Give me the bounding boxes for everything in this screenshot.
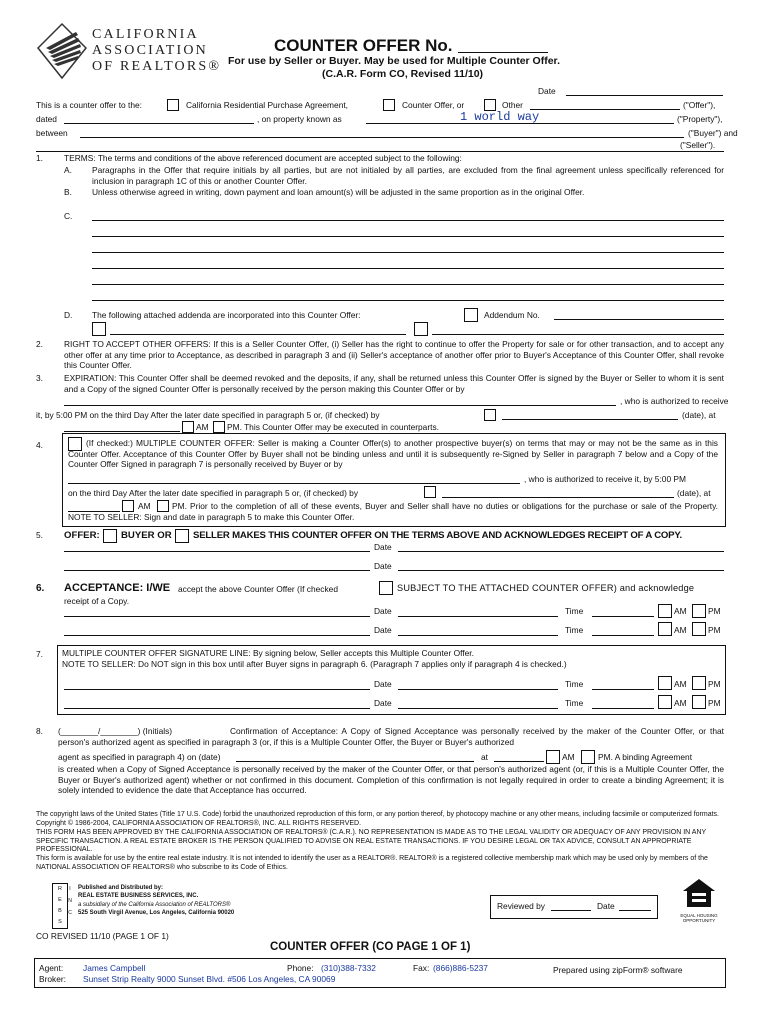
- property-label-text: , on property known as: [257, 114, 342, 124]
- checkbox-s3-am[interactable]: [182, 421, 194, 433]
- s3-am: AM: [196, 422, 209, 432]
- approval-notice: THIS FORM HAS BEEN APPROVED BY THE CALIFORNIA ASSOCIATION OF REALTORS® (C.A.R.). NO REPRESENTATION IS MADE AS TO THE LEGAL VALIDITY OR ADEQUACY OF ANY PROVISION IN ANY SPECIFIC TRANSACTION. A REAL ESTATE BROKER IS THE PERSON QUALIFIED TO ADVISE ON REAL ESTATE TRANSACTIONS. IF YOU DESIRE LEGAL OR TAX ADVICE, CONSULT AN APPROPRIATE PROFESSIONAL.: [36, 829, 707, 853]
- rebs-letter: R: [58, 886, 62, 892]
- checkbox-rpa[interactable]: [167, 99, 179, 111]
- s5-date-field-1[interactable]: [398, 551, 724, 552]
- publisher-line: a subsidiary of the California Association of REALTORS®: [78, 901, 231, 908]
- s8-am: AM: [562, 752, 575, 762]
- s5-date-label-1: Date: [374, 542, 392, 552]
- s4-date-at: (date), at: [677, 488, 711, 498]
- checkbox-s6-pm-1[interactable]: [692, 604, 706, 618]
- form-id: (C.A.R. Form CO, Revised 11/10): [322, 68, 484, 80]
- s7-time-label-2: Time: [565, 698, 584, 708]
- s7-date-field-2[interactable]: [398, 708, 558, 709]
- s8-at: at: [481, 752, 488, 762]
- s7-time-label-1: Time: [565, 679, 584, 689]
- checkbox-addenda-1[interactable]: [92, 322, 106, 336]
- s4-am: AM: [138, 501, 151, 511]
- checkbox-s6-am-1[interactable]: [658, 604, 672, 618]
- checkbox-addendum[interactable]: [464, 308, 478, 322]
- s5-offer: OFFER:: [64, 530, 100, 541]
- addenda-field-2[interactable]: [432, 334, 724, 335]
- s6-text2: SUBJECT TO THE ATTACHED COUNTER OFFER) and acknowledge: [397, 583, 695, 593]
- s5-buyer-or: BUYER OR: [121, 530, 172, 541]
- s7-date-label-1: Date: [374, 679, 392, 689]
- s6-date-field-1[interactable]: [398, 616, 558, 617]
- org-name-line1: CALIFORNIA: [92, 27, 199, 42]
- s1a-text: Paragraphs in the Offer that require initials by all parties, but are not initialed by all parties, are excluded from the final agreement unless specifically referenced for inclusion in paragraph 1C of this or another Counter Offer.: [92, 165, 724, 186]
- eho-text: EQUAL HOUSING OPPORTUNITY: [680, 913, 718, 923]
- s4-text: (If checked:) MULTIPLE COUNTER OFFER: Seller is making a Counter Offer(s) to another prospective buyer(s) on terms that may or may not be the same as in this Counter Offer. Acceptance of this Counter Offer by Buyer shall not be binding unless and until it is subsequently re-Signed by Seller in paragraph 7 below and a Copy of the Counter Offer Signed in paragraph 7 is personally received by Buyer or by: [68, 438, 718, 469]
- s8-time-field[interactable]: [494, 761, 544, 762]
- s6-am-2: AM: [674, 625, 687, 635]
- s6-time-field-1[interactable]: [592, 616, 654, 617]
- s5-seller-text: SELLER MAKES THIS COUNTER OFFER ON THE TERMS ABOVE AND ACKNOWLEDGES RECEIPT OF A COPY.: [193, 530, 682, 541]
- checkbox-s6-am-2[interactable]: [658, 622, 672, 636]
- s8-text3: is created when a Copy of Signed Acceptance is personally received by the maker of the Counter Offer, or that person's authorized agent (or, if this is a Multiple Counter Offer, the Buyer or Buyer's authorized agent) whether or not confirmed in this document. Completion of this confirmation is not legally required in order to create a binding Agreement; it is solely intended to evidence the date that Acceptance has occurred.: [58, 764, 724, 795]
- s3-person-field[interactable]: [64, 405, 616, 406]
- s3-pm-text: PM. This Counter Offer may be executed in counterparts.: [227, 422, 439, 432]
- broker-value: Sunset Strip Realty 9000 Sunset Blvd. #506 Los Angeles, CA 90069: [83, 974, 336, 984]
- s7-pm-2: PM: [708, 698, 721, 708]
- page-footer-title: COUNTER OFFER (CO PAGE 1 OF 1): [270, 941, 471, 953]
- s7-date-label-2: Date: [374, 698, 392, 708]
- checkbox-s4-date[interactable]: [424, 486, 436, 498]
- rebs-letter: B: [58, 908, 62, 914]
- publisher-line: 525 South Virgil Avenue, Los Angeles, California 90020: [78, 910, 235, 917]
- s6-signature-1[interactable]: [64, 616, 370, 617]
- phone-value: (310)388-7332: [321, 963, 376, 973]
- s5-date-field-2[interactable]: [398, 570, 724, 571]
- s8-date-field[interactable]: [236, 761, 474, 762]
- s6-time-label-1: Time: [565, 606, 584, 616]
- s8-initials[interactable]: (________/________) (Initials): [58, 726, 173, 736]
- s6-am-1: AM: [674, 606, 687, 616]
- s5-date-label-2: Date: [374, 561, 392, 571]
- checkbox-s7-pm-2[interactable]: [692, 695, 706, 709]
- buyer-label: ("Buyer") and: [688, 128, 738, 138]
- s7-time-field-1[interactable]: [592, 689, 654, 690]
- agent-bar: [34, 958, 726, 988]
- dated-field[interactable]: [64, 123, 254, 124]
- checkbox-s8-pm[interactable]: [581, 750, 595, 764]
- s5-signature-2[interactable]: [64, 570, 370, 571]
- opt-other-label: Other: [502, 100, 523, 110]
- seller-label: ("Seller").: [680, 140, 716, 150]
- checkbox-s7-am-2[interactable]: [658, 695, 672, 709]
- s7-time-field-2[interactable]: [592, 708, 654, 709]
- fax-label: Fax:: [413, 963, 430, 973]
- s5-num: 5.: [36, 530, 43, 540]
- between-field[interactable]: [80, 137, 684, 138]
- s3-num: 3.: [36, 373, 43, 383]
- addenda-field-1[interactable]: [110, 334, 406, 335]
- availability-notice: This form is available for use by the entire real estate industry. It is not intended to identify the user as a REALTOR®. REALTOR® is a registered collective membership mark which may be used only by members of the NATIONAL ASSOCIATION OF REALTORS® who subscribe to its Code of Ethics.: [36, 855, 708, 871]
- rebs-inc-letter: N: [68, 898, 72, 904]
- s3-date-field[interactable]: [502, 419, 678, 420]
- s8-text2: agent as specified in paragraph 4) on (date): [58, 752, 221, 762]
- s6-text3: receipt of a Copy.: [64, 596, 130, 606]
- publisher-line: REAL ESTATE BUSINESS SERVICES, INC.: [78, 893, 199, 900]
- equal-housing-logo: [676, 878, 722, 923]
- s3-text: EXPIRATION: This Counter Offer shall be deemed revoked and the deposits, if any, shall be returned unless this Counter Offer is signed by the Buyer or Seller to whom it is sent and a Copy of the signed Counter Offer is personally received by the person making this Counter Offer or by: [64, 373, 724, 394]
- reviewed-box: [490, 895, 658, 919]
- s7-num: 7.: [36, 649, 43, 659]
- s5-signature-1[interactable]: [64, 551, 370, 552]
- org-name-line2: ASSOCIATION: [92, 43, 208, 58]
- s7-pm-1: PM: [708, 679, 721, 689]
- s1c-line-4[interactable]: [92, 268, 724, 269]
- s1d-label: D.: [64, 310, 73, 320]
- s6-date-field-2[interactable]: [398, 635, 558, 636]
- equal-housing-icon: [682, 878, 716, 908]
- s6-date-label-1: Date: [374, 606, 392, 616]
- agent-label: Agent:: [39, 963, 64, 973]
- broker-label: Broker:: [39, 974, 66, 984]
- s6-time-label-2: Time: [565, 625, 584, 635]
- revised-label: CO REVISED 11/10 (PAGE 1 OF 1): [36, 931, 169, 941]
- checkbox-s6-pm-2[interactable]: [692, 622, 706, 636]
- copyright-notice: The copyright laws of the United States (Title 17 U.S. Code) forbid the unauthorized reproduction of this form, or any portion thereof, by photocopy machine or any other means, including facsimile or computerized formats. Copyright © 1986-2004, CALIFORNIA ASSOCIATION OF REALTORS®, INC. ALL RIGHTS RESERVED.: [36, 811, 719, 827]
- s8-text1: Confirmation of Acceptance: A Copy of Signed Acceptance was personally received by the maker of the Counter Offer, or that person's authorized agent as specified in paragraph 3 (or, if this is a Multiple Counter Offer, the Buyer or Buyer's authorized: [58, 726, 724, 747]
- counter-offer-number-field[interactable]: [458, 52, 548, 53]
- checkbox-s5-seller[interactable]: [175, 529, 189, 543]
- checkbox-s3-date[interactable]: [484, 409, 496, 421]
- prepared-label: Prepared using zipForm® software: [553, 965, 683, 975]
- s1b-text: Unless otherwise agreed in writing, down payment and loan amount(s) will be adjusted in the same proportion as in the original Offer.: [92, 187, 585, 197]
- rebs-inc: [66, 883, 74, 927]
- s4-num: 4.: [36, 440, 43, 450]
- s7-line1: MULTIPLE COUNTER OFFER SIGNATURE LINE: By signing below, Seller accepts this Multiple Counter Offer.: [62, 648, 474, 658]
- s3-auth: , who is authorized to receive: [620, 396, 729, 406]
- rebs-inc-letter: C: [68, 910, 72, 916]
- opt-rpa-label: California Residential Purchase Agreement,: [186, 100, 349, 110]
- agent-name: James Campbell: [83, 963, 146, 973]
- s7-am-2: AM: [674, 698, 687, 708]
- s7-am-1: AM: [674, 679, 687, 689]
- phone-label: Phone:: [287, 963, 314, 973]
- s1c-label: C.: [64, 211, 73, 221]
- s6-accept: ACCEPTANCE: I/WE: [64, 582, 171, 594]
- checkbox-s7-pm-1[interactable]: [692, 676, 706, 690]
- s6-text1: accept the above Counter Offer (If checked: [178, 584, 338, 594]
- opt-co-label: Counter Offer, or: [402, 100, 465, 110]
- checkbox-s5-buyer[interactable]: [103, 529, 117, 543]
- rebs-inc-letter: I: [69, 886, 71, 892]
- s1c-line-3[interactable]: [92, 252, 724, 253]
- checkbox-s8-am[interactable]: [546, 750, 560, 764]
- intro-text: This is a counter offer to the:: [36, 100, 142, 110]
- reviewed-label: Reviewed by: [497, 901, 545, 911]
- org-name-line3: OF REALTORS®: [92, 59, 222, 74]
- s1b-label: B.: [64, 187, 72, 197]
- s6-signature-2[interactable]: [64, 635, 370, 636]
- s6-pm-1: PM: [708, 606, 721, 616]
- form-title: COUNTER OFFER No.: [274, 36, 453, 55]
- s8-pm-text: PM. A binding Agreement: [598, 752, 693, 762]
- form-subtitle: For use by Seller or Buyer. May be used for Multiple Counter Offer.: [228, 55, 560, 67]
- s3-time-field[interactable]: [64, 431, 180, 432]
- checkbox-counter-offer[interactable]: [383, 99, 395, 111]
- s4-pm-text: PM. Prior to the completion of all of these events, Buyer and Seller shall have no duties or obligations for the purchase or sale of the Property. NOTE TO SELLER: Sign and date in paragraph 5 to make this Counter Offer.: [68, 501, 718, 522]
- checkbox-s7-am-1[interactable]: [658, 676, 672, 690]
- s1c-line-2[interactable]: [92, 236, 724, 237]
- s7-line2: NOTE TO SELLER: Do NOT sign in this box until after Buyer signs in paragraph 6. (Paragraph 7 applies only if paragraph 4 is checked.): [62, 659, 567, 669]
- property-label: ("Property"),: [677, 114, 723, 124]
- s1d-text: The following attached addenda are incorporated into this Counter Offer:: [92, 310, 361, 320]
- publisher-line: Published and Distributed by:: [78, 885, 164, 891]
- s2-text: RIGHT TO ACCEPT OTHER OFFERS: If this is a Seller Counter Offer, (i) Seller has the right to continue to offer the Property for sale or for other transaction, and to accept any other offer at any time prior to Acceptance, as described in paragraph 3 and (ii) Seller's acceptance of another offer prior to Buyer's Acceptance of this Counter Offer, shall revoke this Counter Offer.: [64, 339, 724, 370]
- s2-num: 2.: [36, 339, 43, 349]
- s3-it-by: it, by 5:00 PM on the third Day After the later date specified in paragraph 5 or, (if checked) by: [36, 410, 380, 420]
- s8-num: 8.: [36, 726, 43, 736]
- s1-num: 1.: [36, 153, 43, 163]
- date-label: Date: [538, 86, 556, 96]
- s6-date-label-2: Date: [374, 625, 392, 635]
- car-logo: [36, 22, 88, 80]
- reviewed-date-field[interactable]: [619, 910, 651, 911]
- divider: [36, 151, 724, 152]
- s1c-line-5[interactable]: [92, 284, 724, 285]
- offer-label: ("Offer"),: [683, 100, 716, 110]
- publisher-block: [78, 884, 234, 918]
- s7-signature-1[interactable]: [64, 689, 370, 690]
- reviewed-date-label: Date: [597, 901, 615, 911]
- addendum-field[interactable]: [554, 319, 724, 320]
- s3-date-at: (date), at: [682, 410, 716, 420]
- rebs-letter: S: [58, 919, 62, 925]
- s6-num: 6.: [36, 583, 45, 594]
- s4-date-field[interactable]: [442, 497, 674, 498]
- property-value: 1 world way: [460, 110, 540, 124]
- s1-head: TERMS: The terms and conditions of the above referenced document are accepted subject to the following:: [64, 153, 462, 163]
- checkbox-s3-pm[interactable]: [213, 421, 225, 433]
- s1a-label: A.: [64, 165, 72, 175]
- s6-pm-2: PM: [708, 625, 721, 635]
- fax-value: (866)886-5237: [433, 963, 488, 973]
- s4-third: on the third Day After the later date specified in paragraph 5 or, (if checked) by: [68, 488, 359, 498]
- between-label: between: [36, 128, 68, 138]
- checkbox-addenda-2[interactable]: [414, 322, 428, 336]
- s4-person-field[interactable]: [68, 483, 520, 484]
- reviewed-field[interactable]: [551, 910, 591, 911]
- s7-signature-2[interactable]: [64, 708, 370, 709]
- s4-auth: , who is authorized to receive it, by 5:00 PM: [524, 474, 686, 484]
- s6-time-field-2[interactable]: [592, 635, 654, 636]
- other-field[interactable]: [530, 109, 680, 110]
- date-field[interactable]: [566, 95, 723, 96]
- checkbox-s6-subject[interactable]: [379, 581, 393, 595]
- addendum-label: Addendum No.: [484, 310, 540, 320]
- car-logo-icon: [36, 22, 88, 80]
- s7-date-field-1[interactable]: [398, 689, 558, 690]
- s1c-line-6[interactable]: [92, 300, 724, 301]
- s1c-line-1[interactable]: [92, 220, 724, 221]
- dated-label: dated: [36, 114, 57, 124]
- rebs-letter: E: [58, 897, 62, 903]
